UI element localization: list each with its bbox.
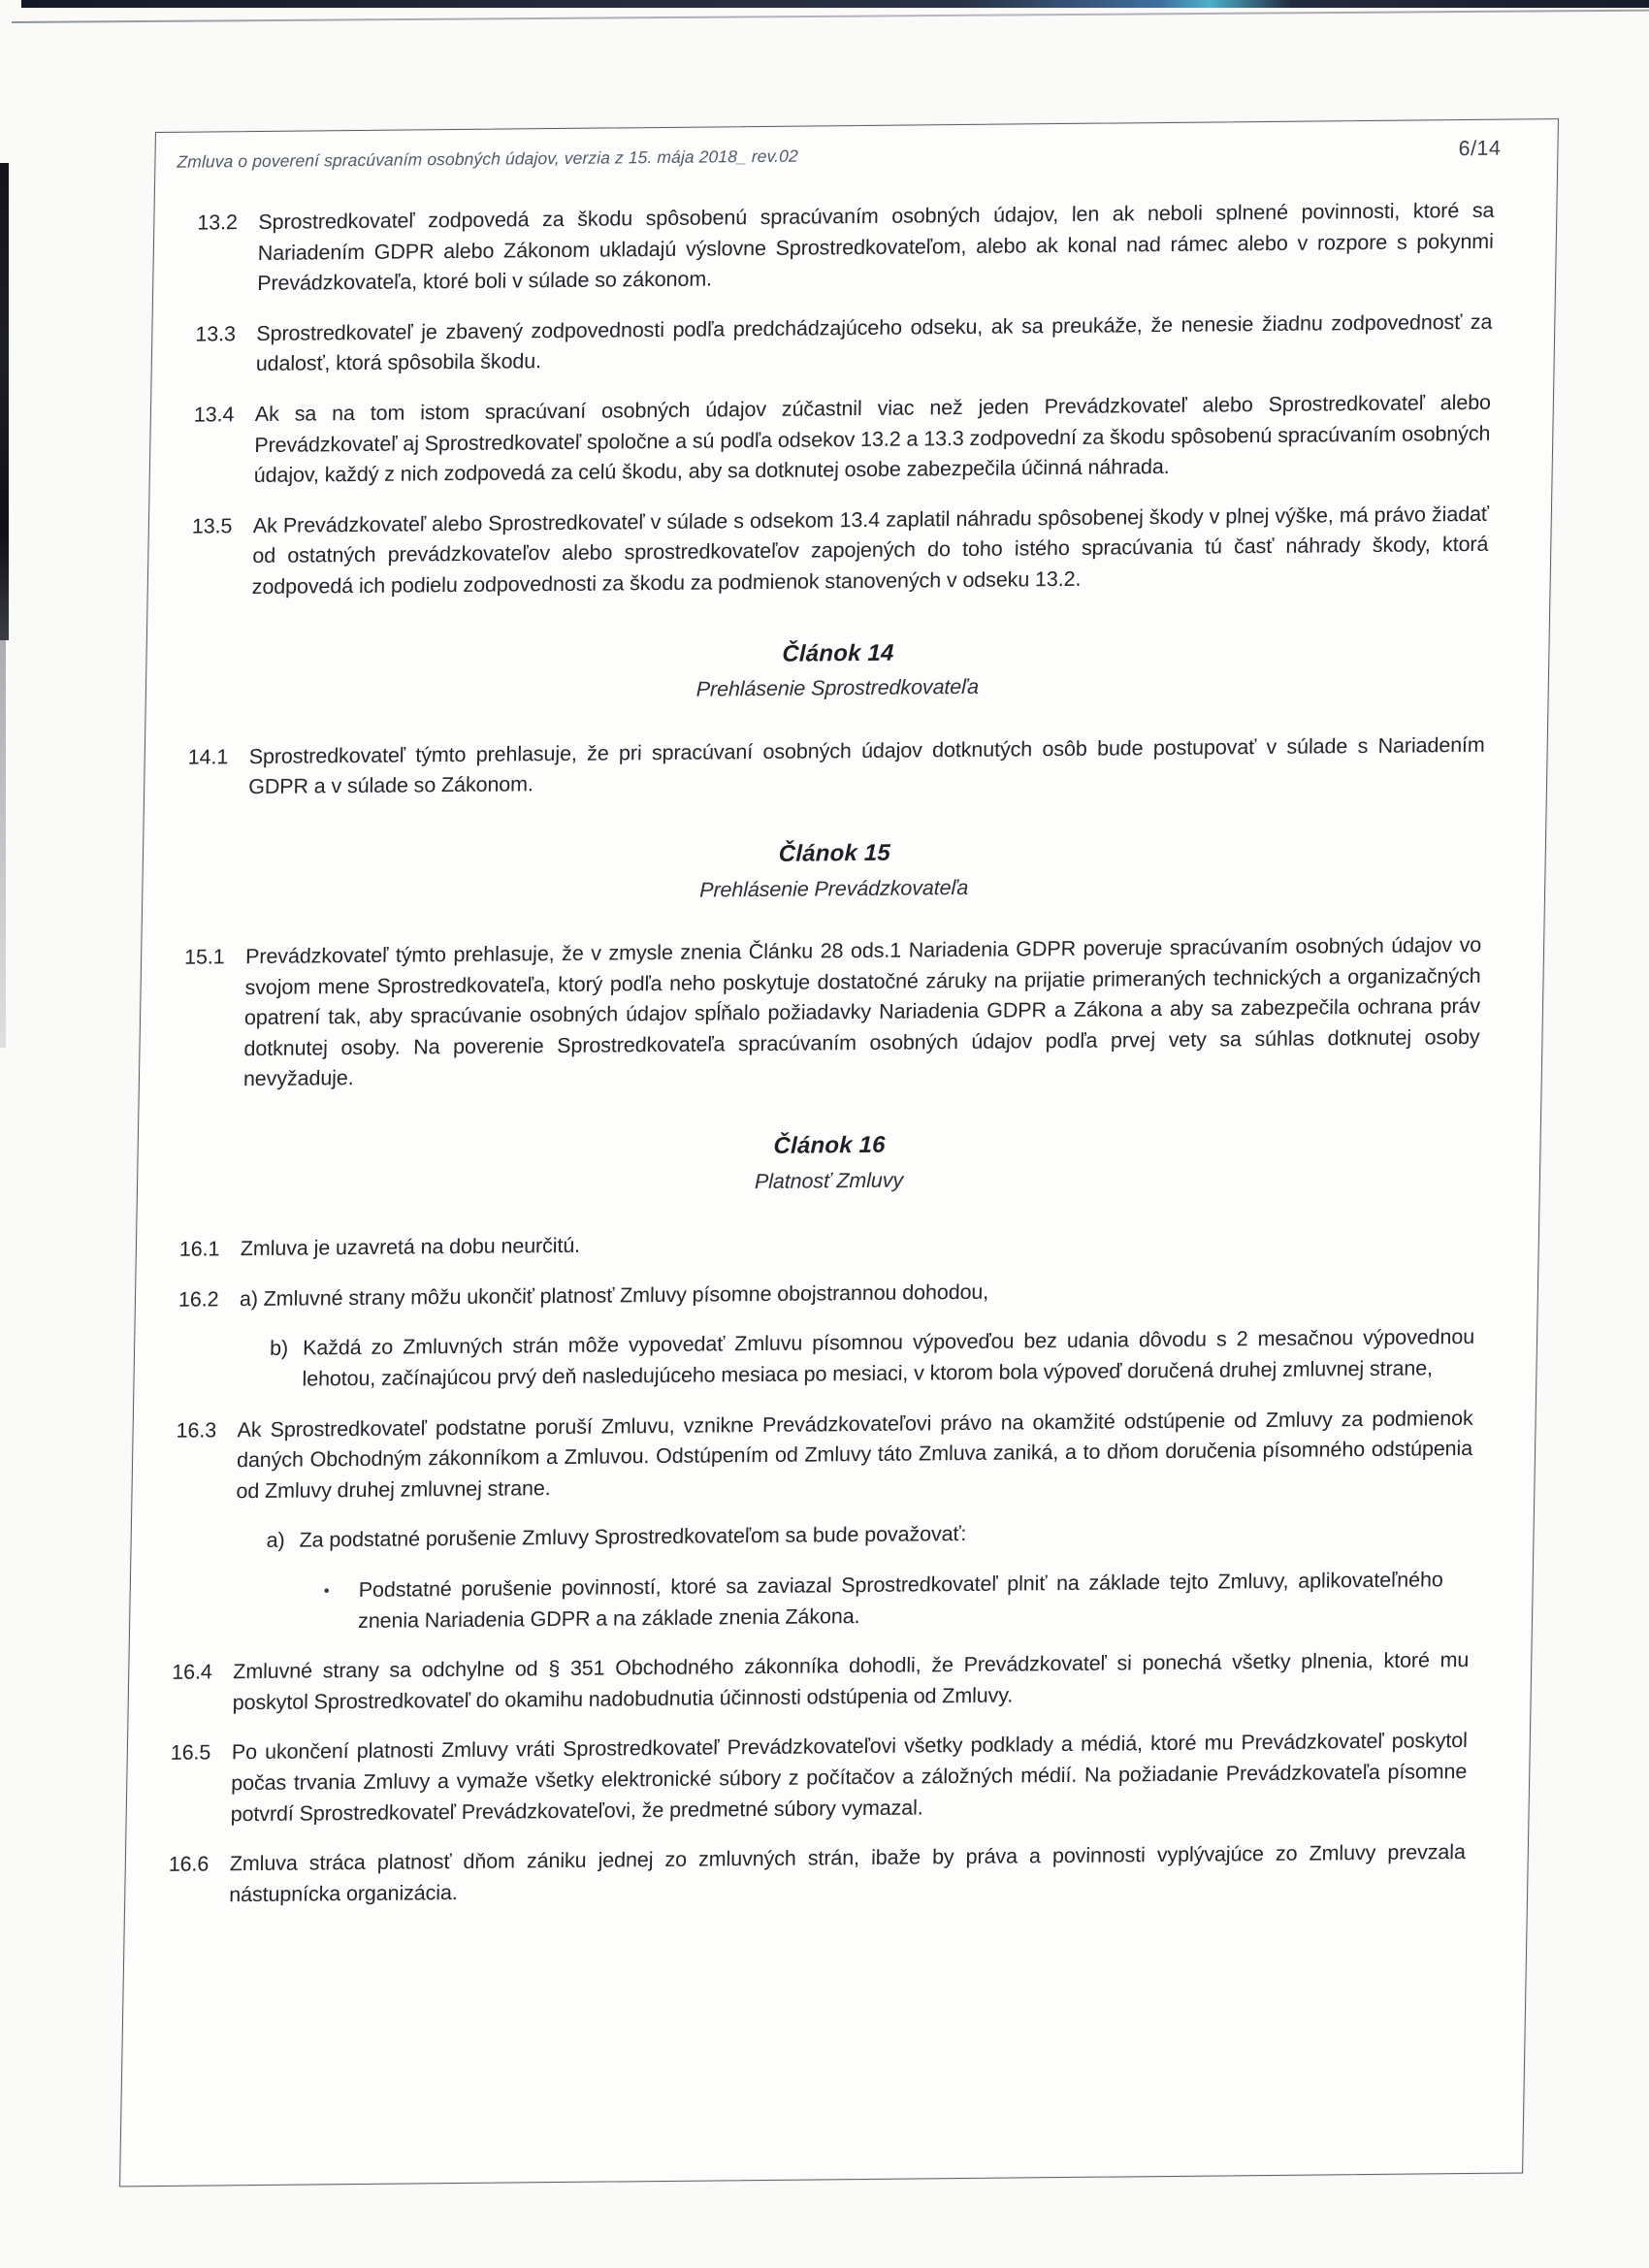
clause-number: 14.1: [187, 744, 229, 769]
clause: [178, 1273, 1476, 1315]
sub-item: [269, 1322, 1474, 1395]
clause-text: a) Zmluvné strany môžu ukončiť platnosť Zmluvy písomne obojstrannou dohodou,: [239, 1280, 989, 1312]
article-heading: [189, 632, 1487, 710]
article-subtitle: Prehlásenie Sprostredkovateľa: [695, 674, 980, 701]
article-title: Článok 15: [778, 839, 891, 867]
clause-text: Prevádzkovateľ týmto prehlasuje, že v zmysle znenia Článku 28 ods.1 Nariadenia GDPR poveruje spracúvaním osobných údajov vo svojom mene Sprostredkovateľa, ktorý podľa neho poskytuje dostatočné záruky na prijatie primeraných technických a organizačných opatrení tak, aby spracúvanie osobných údajov spĺňalo požiadavky Nariadenia GDPR a Zákona a aby sa zabezpečila ochrana práv dotknutej osoby. Na poverenie Sprostredkovateľa spracúvaním osobných údajov podľa prvej vety sa súhlas dotknutej osoby nevyžaduje.: [242, 932, 1482, 1091]
clause-number: 16.1: [178, 1237, 220, 1262]
clause-number: 16.4: [172, 1660, 212, 1685]
article-subtitle: Platnosť Zmluvy: [754, 1168, 904, 1193]
clause: [171, 1645, 1469, 1719]
sub-item-label: a): [266, 1529, 285, 1553]
sub-item-label: b): [269, 1337, 289, 1361]
clause-text: Zmluva je uzavretá na dobu neurčitú.: [240, 1234, 581, 1261]
clause: [182, 930, 1482, 1096]
page-number: 6/14: [1458, 136, 1502, 161]
clause-number: 13.5: [191, 513, 233, 538]
clause-text: Po ukončení platnosti Zmluvy vráti Sprostredkovateľ Prevádzkovateľovi všetky podklady a médiá, ktoré mu Prevádzkovateľ poskytol počas trvania Zmluvy a vymaže všetky elektronické súbory z počítačov a záložných médií. Na požiadanie Prevádzkovateľa písomne potvrdí Sprostredkovateľ Prevádzkovateľovi, že predmetné súbory vymazal.: [230, 1729, 1469, 1826]
clause-text: Zmluva stráca platnosť dňom zániku jednej zo zmluvných strán, ibaže by práva a povinnosti vyplývajúce zo Zmluvy prevzala nástupnícka organizácia.: [229, 1840, 1467, 1907]
clause: [179, 1222, 1477, 1265]
clause-number: 16.2: [178, 1287, 219, 1312]
clause-number: 15.1: [183, 945, 225, 969]
clause: [169, 1726, 1468, 1831]
document-content: [125, 195, 1557, 1912]
sub-item-text: Každá zo Zmluvných strán môže vypovedať Zmluvu písomnou výpoveďou bez udania dôvodu s 2 mesačnou výpovednou lehotou, začínajúcou prvý deň nasledujúceho mesiaca po mesiaci, v ktorom bola výpoveď doručená druhej zmluvnej strane,: [302, 1325, 1475, 1391]
clause-number: 16.6: [168, 1852, 210, 1877]
bullet-marker-icon: •: [323, 1581, 330, 1601]
clause-text: Ak Prevádzkovateľ alebo Sprostredkovateľ v súlade s odsekom 13.4 zaplatil náhradu spôsobenej škody v plnej výške, má právo žiadať od ostatných prevádzkovateľov alebo sprostredkovateľov zapojených do toho istého spracúvania tú časť náhrady škody, ktorá zodpovedá ich podielu zodpovednosti za škodu za podmienok stanovených v odseku 13.2.: [251, 502, 1490, 599]
clause-number: 16.5: [170, 1740, 211, 1766]
article-subtitle: Prehlásenie Prevádzkovateľa: [699, 875, 969, 902]
clause-text: Sprostredkovateľ zodpovedá za škodu spôsobenú spracúvaním osobných údajov, len ak neboli splnené povinnosti, ktoré sa Nariadením GDPR alebo Zákonom ukladajú výslovne Sprostredkovateľom, alebo ak konal nad rámec alebo v rozpore s pokynmi Prevádzkovateľa, ktoré boli v súlade so zákonom.: [257, 198, 1495, 296]
clause: [196, 196, 1495, 301]
clause: [191, 500, 1490, 604]
article-title: Článok 16: [773, 1131, 886, 1159]
document-title-running-header: Zmluva o poverení spracúvaním osobných údajov, verzia z 15. mája 2018_ rev.02: [177, 146, 798, 172]
article-title: Článok 14: [782, 639, 894, 667]
scan-edge-left-artifact: [0, 163, 9, 640]
sub-item: [266, 1514, 1471, 1557]
page-header: [177, 137, 1501, 174]
scan-edge-top-artifact: [21, 0, 1649, 8]
bullet-item-text: Podstatné porušenie povinností, ktoré sa zaviazal Sprostredkovateľ plniť na základe tejto Zmluvy, aplikovateľného znenia Nariadenia GDPR a na základe znenia Zákona.: [357, 1568, 1443, 1633]
bullet-item: [323, 1565, 1443, 1636]
clause-text: Zmluvné strany sa odchylne od § 351 Obchodného zákonníka dohodli, že Prevádzkovateľ si ponechá všetky plnenia, ktoré mu poskytol Sprostredkovateľ do okamihu nadobudnutia účinnosti odstúpenia od Zmluvy.: [232, 1648, 1470, 1715]
clause-text: Sprostredkovateľ týmto prehlasuje, že pri spracúvaní osobných údajov dotknutých osôb bude postupovať v súlade s Nariadením GDPR a v súlade so Zákonom.: [247, 732, 1485, 799]
clause-number: 16.3: [176, 1418, 217, 1442]
clause-text: Ak sa na tom istom spracúvaní osobných údajov zúčastnil viac než jeden Prevádzkovateľ alebo Sprostredkovateľ alebo Prevádzkovateľ aj Sprostredkovateľ spoločne a sú podľa odsekov 13.2 a 13.3 zodpovední za škodu spôsobenú spracúvaním osobných údajov, každý z nich zodpovedá za celú škodu, aby sa dotknutej osobe zabezpečila účinná náhrada.: [253, 390, 1492, 488]
article-heading: [185, 832, 1483, 911]
clause: [168, 1837, 1466, 1911]
clause-number: 13.2: [197, 211, 239, 235]
scan-sheet-edge-line: [12, 10, 1649, 23]
clause: [175, 1404, 1473, 1508]
clause-text: Ak Sprostredkovateľ podstatne poruší Zmluvu, vznikne Prevádzkovateľovi právo na okamžité odstúpenie od Zmluvy za podmienok daných Obchodným zákonníkom a Zmluvou. Odstúpením od Zmluvy táto Zmluva zaniká, a to dňom doručenia písomného odstúpenia od Zmluvy druhej zmluvnej strane.: [236, 1406, 1473, 1504]
scan-edge-left-faint-artifact: [0, 640, 6, 1048]
clause: [193, 388, 1492, 493]
article-heading: [180, 1124, 1478, 1203]
clause-number: 13.4: [193, 403, 235, 427]
clause-number: 13.3: [195, 321, 237, 346]
clause: [187, 730, 1485, 804]
clause-text: Sprostredkovateľ je zbavený zodpovednosti podľa predchádzajúceho odseku, ak sa preukáže, že nenesie žiadnu zodpovednosť za udalosť, ktorá spôsobila škodu.: [255, 309, 1493, 376]
clause: [195, 308, 1493, 381]
sub-item-text: Za podstatné porušenie Zmluvy Sprostredkovateľom sa bude považovať:: [299, 1522, 967, 1552]
document-page: [119, 118, 1559, 2187]
